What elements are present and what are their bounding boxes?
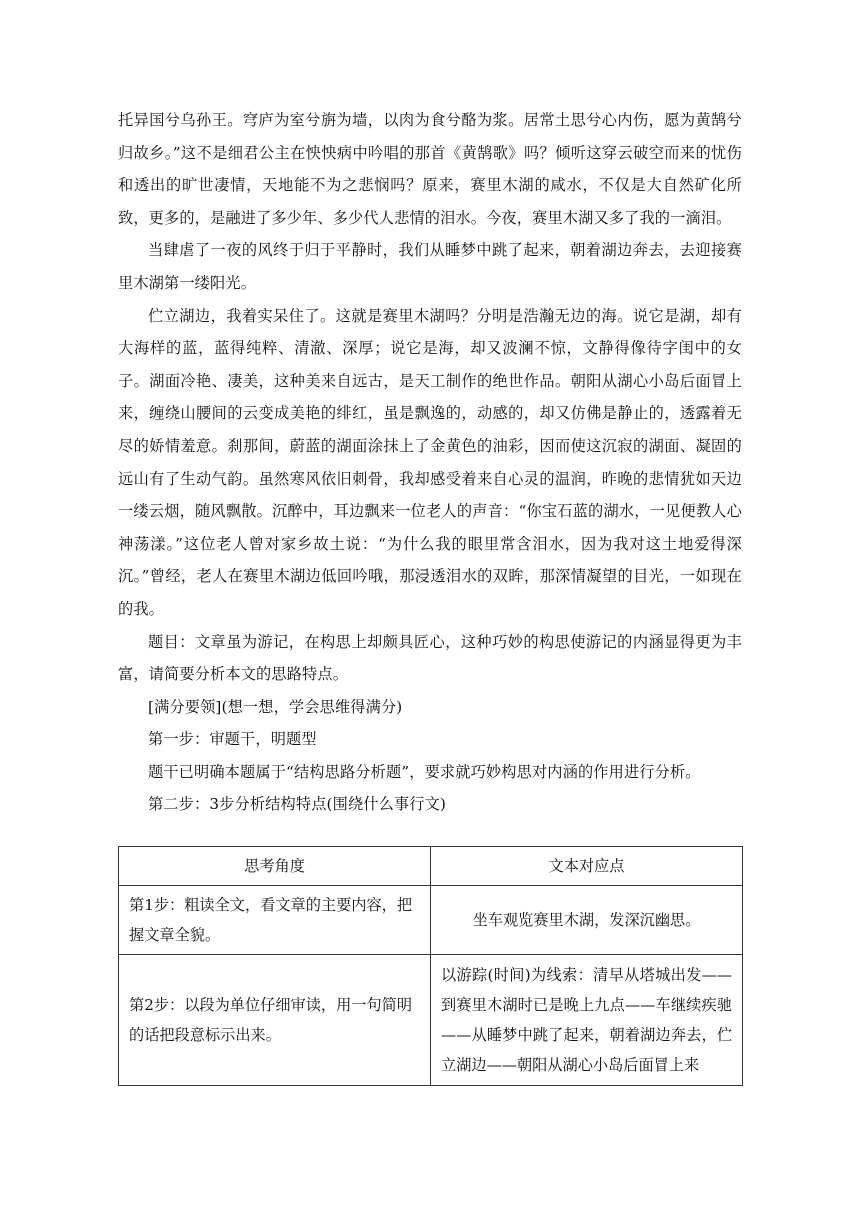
analysis-table bbox=[118, 846, 743, 1086]
table-row bbox=[119, 955, 743, 1086]
table-cell-point: 以游踪(时间)为线索：清早从塔城出发——到赛里木湖时已是晚上九点——车继续疾驰——从睡梦中跳了起来，朝着湖边奔去，伫立湖边——朝阳从湖心小岛后面冒上来 bbox=[431, 955, 743, 1086]
header-text-point: 文本对应点 bbox=[431, 847, 743, 886]
step-one-text: 题干已明确本题属于“结构思路分析题”，要求就巧妙构思对内涵的作用进行分析。 bbox=[148, 762, 701, 781]
analysis-table-container bbox=[118, 846, 742, 1086]
paragraph-morning: 当肆虐了一夜的风终于归于平静时，我们从睡梦中跳了起来，朝着湖边奔去，去迎接赛里木湖第一缕阳光。 bbox=[118, 241, 742, 292]
table-cell-angle: 第1步：粗读全文，看文章的主要内容，把握文章全貌。 bbox=[119, 886, 431, 955]
table-header-row bbox=[119, 847, 743, 886]
question-prompt: 题目：文章虽为游记，在构思上却颇具匠心，这种巧妙的构思使游记的内涵显得更为丰富，请简要分析本文的思路特点。 bbox=[118, 632, 742, 684]
paragraph-poem-reflection: 托异国兮乌孙王。穹庐为室兮旃为墙，以肉为食兮酪为浆。居常土思兮心内伤，愿为黄鹄兮归故乡。”这不是细君公主在怏怏病中吟唱的那首《黄鹄歌》吗？倾听这穿云破空而来的忧伤和透出的旷世凄情，天地能不为之悲悯吗？原来，赛里木湖的咸水，不仅是大自然矿化所致，更多的，是融进了多少年、多少代人悲情的泪水。今夜，赛里木湖又多了我的一滴泪。 bbox=[118, 111, 742, 227]
table-cell-angle: 第2步：以段为单位仔细审读，用一句简明的话把段意标示出来。 bbox=[119, 955, 431, 1086]
step-one-heading: 第一步：审题干，明题型 bbox=[148, 730, 317, 749]
table-row bbox=[119, 886, 743, 955]
section-heading-key-points: [满分要领](想一想，学会思维得满分) bbox=[148, 697, 403, 716]
paragraph-lakeside: 伫立湖边，我着实呆住了。这就是赛里木湖吗？分明是浩瀚无边的海。说它是湖，却有大海样的蓝，蓝得纯粹、清澈、深厚；说它是海，却又波澜不惊，文静得像待字闺中的女子。湖面冷艳、凄美，这种美来自远古，是天工制作的绝世作品。朝阳从湖心小岛后面冒上来，缠绕山腰间的云变成美艳的绯红，虽是飘逸的，动感的，却又仿佛是静止的，透露着无尽的娇情羞意。刹那间，蔚蓝的湖面涂抹上了金黄色的油彩，因而使这沉寂的湖面、凝固的远山有了生动气韵。虽然寒风依旧刺骨，我却感受着来自心灵的温润，昨晚的悲情犹如天边一缕云烟，随风飘散。沉醉中，耳边飘来一位老人的声音：“你宝石蓝的湖水，一见便教人心神荡漾。”这位老人曾对家乡故土说：“为什么我的眼里常含泪水，因为我对这土地爱得深沉。”曾经，老人在赛里木湖边低回吟哦，那浸透泪水的双眸，那深情凝望的目光，一如现在的我。 bbox=[118, 306, 742, 618]
header-thinking-angle: 思考角度 bbox=[119, 847, 431, 886]
article-body bbox=[118, 104, 742, 821]
table-cell-point: 坐车观览赛里木湖，发深沉幽思。 bbox=[431, 886, 743, 955]
step-two-heading: 第二步：3步分析结构特点(围绕什么事行文) bbox=[148, 795, 447, 814]
